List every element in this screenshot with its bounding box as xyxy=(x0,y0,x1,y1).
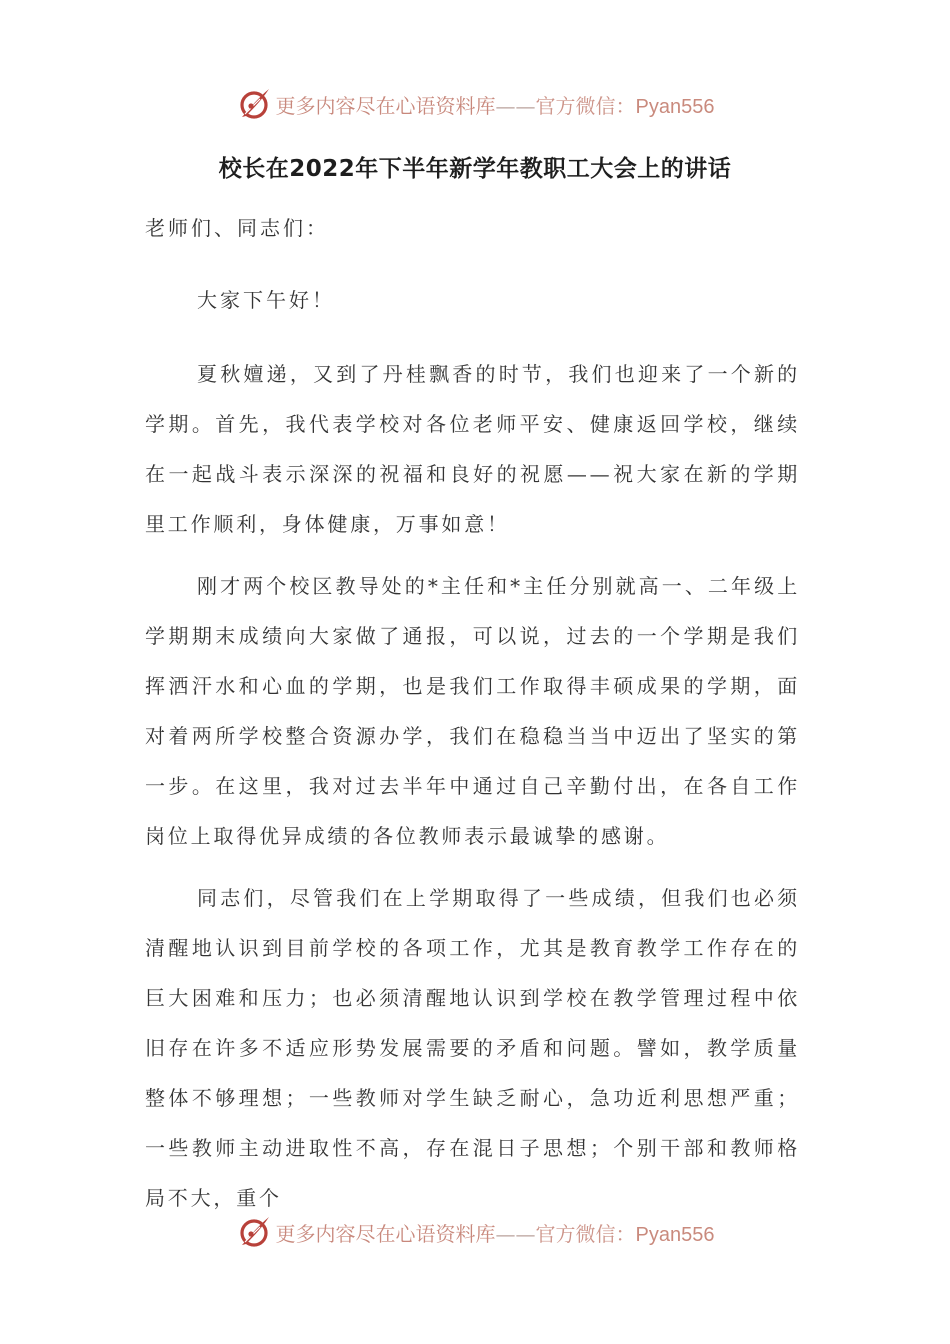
salutation: 老师们、同志们： xyxy=(145,216,329,240)
greeting: 大家下午好！ xyxy=(197,288,335,312)
footer-watermark-banner xyxy=(0,1212,950,1252)
wechat-label: 官方微信： xyxy=(535,1221,636,1246)
paragraph-1: 夏秋嬗递，又到了丹桂飘香的时节，我们也迎来了一个新的学期。首先，我代表学校对各位老师平安、健康返回学校，继续在一起战斗表示深深的祝福和良好的祝愿——祝大家在新的学期里工作顺利，身体健康，万事如意！ xyxy=(145,362,800,536)
banner-text xyxy=(276,90,715,119)
document-title: 校长在2022年下半年新学年教职工大会上的讲话 xyxy=(218,156,732,182)
header-watermark-banner xyxy=(0,84,950,124)
wechat-label: 官方微信： xyxy=(535,93,636,118)
document-body xyxy=(145,213,800,1235)
banner-separator: —— xyxy=(495,93,536,118)
wechat-id: Pyan556 xyxy=(635,1223,715,1246)
banner-separator: —— xyxy=(495,1221,536,1246)
banner-slogan: 更多内容尽在心语资料库 xyxy=(275,1221,496,1246)
banner-slogan: 更多内容尽在心语资料库 xyxy=(275,93,496,118)
paragraph-3: 同志们，尽管我们在上学期取得了一些成绩，但我们也必须清醒地认识到目前学校的各项工作，尤其是教育教学工作存在的巨大困难和压力；也必须清醒地认识到学校在教学管理过程中依旧存在许多不适应形势发展需要的矛盾和问题。譬如，教学质量整体不够理想；一些教师对学生缺乏耐心，急功近利思想严重；一些教师主动进取性不高，存在混日子思想；个别干部和教师格局不大，重个 xyxy=(145,886,800,1210)
quill-logo-icon xyxy=(236,1214,272,1250)
wechat-id: Pyan556 xyxy=(635,95,715,118)
paragraph-2: 刚才两个校区教导处的*主任和*主任分别就高一、二年级上学期期末成绩向大家做了通报，可以说，过去的一个学期是我们挥洒汗水和心血的学期，也是我们工作取得丰硕成果的学期，面对着两所学校整合资源办学，我们在稳稳当当中迈出了坚实的第一步。在这里，我对过去半年中通过自己辛勤付出，在各自工作岗位上取得优异成绩的各位教师表示最诚挚的感谢。 xyxy=(145,574,800,848)
banner-text xyxy=(276,1218,715,1247)
quill-logo-icon xyxy=(236,86,272,122)
